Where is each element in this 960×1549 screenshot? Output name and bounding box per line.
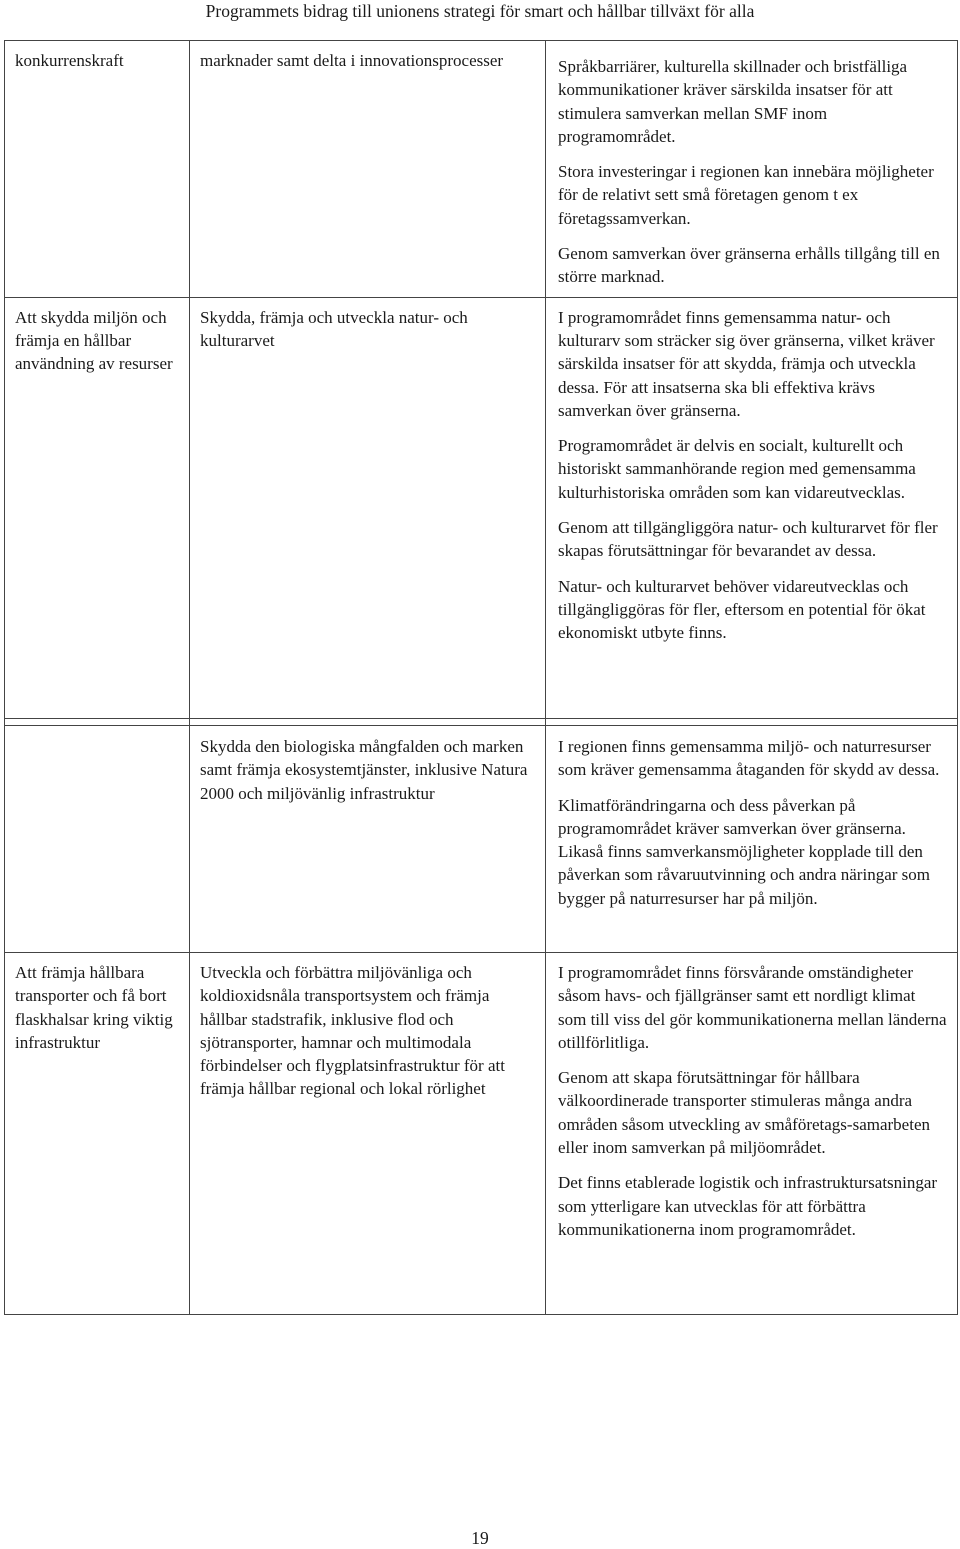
thematic-objective-text: Att skydda miljön och främja en hållbar användning av resurser [15,307,173,374]
investment-priority-cell [190,953,546,1315]
justification-paragraph: Språkbarriärer, kulturella skillnader och bristfälliga kommunikationer kräver särskilda insatser för att stimulera samverkan mellan SMF inom programområdet. [558,57,908,146]
table-row [5,953,958,1315]
investment-priority-text: Utveckla och förbättra miljövänliga och koldioxidsnåla transportsystem och främja hållbar stadstrafik, inklusive flod och sjötransporter, hamnar och multimodala förbindelser och flygplatsinfrastruktur för att främja hållbar regional och lokal rörlighet [200,963,505,1099]
table-row [5,719,958,953]
justification-paragraph: Klimatförändringarna och dess påverkan på programområdet kräver samverkan över gränserna. Likaså finns samverkansmöjligheter kopplade till den påverkan som råvaruutvinning och andra näringar som bygger på naturresurser har på miljön. [558,795,930,908]
investment-priority-text: marknader samt delta i innovationsprocesser [200,51,504,70]
justification-paragraph: Programområdet är delvis en socialt, kulturellt och historiskt sammanhörande region med gemensamma kulturhistoriska områden som kan vidareutvecklas. [558,436,916,502]
justification-paragraph: I programområdet finns gemensamma natur- och kulturarv som sträcker sig över gränserna, vilket kräver särskilda insatser för att skydda, främja och utveckla dessa. För att insatserna ska bli effektiva krävs samverkan över gränserna. [558,307,935,420]
justification-cell [546,41,958,298]
programme-table-part-1 [4,40,958,726]
justification-cell [546,719,958,953]
justification-paragraph: Natur- och kulturarvet behöver vidareutvecklas och tillgängliggöras för fler, eftersom en potential för ökat ekonomiskt utbyte finns. [558,576,926,643]
investment-priority-cell [190,41,546,298]
justification-paragraph: Stora investeringar i regionen kan innebära möjligheter för de relativt sett små företagen genom t ex företagssamverkan. [558,162,934,228]
justification-paragraph: Genom att tillgängliggöra natur- och kulturarvet för fler skapas förutsättningar för bevarandet av dessa. [558,518,938,561]
page-header [0,0,960,24]
page-header-title: Programmets bidrag till unionens strategi för smart och hållbar tillväxt för alla [205,1,755,21]
thematic-objective-cell [5,953,190,1315]
page-number-text: 19 [471,1528,489,1548]
investment-priority-text: Skydda, främja och utveckla natur- och kulturarvet [200,307,468,350]
thematic-objective-cell [5,41,190,298]
investment-priority-cell [190,297,546,725]
page-number [0,1528,960,1549]
justification-paragraph: Genom att skapa förutsättningar för hållbara välkoordinerade transporter stimuleras många andra områden såsom utveckling av småföretags-samarbeten eller inom samverkan på miljöområdet. [558,1068,930,1158]
thematic-objective-cell [5,719,190,953]
investment-priority-cell [190,719,546,953]
justification-cell [546,953,958,1315]
justification-paragraph: Genom samverkan över gränserna erhålls tillgång till en större marknad. [558,244,940,287]
table-row [5,297,958,725]
justification-paragraph: I programområdet finns försvårande omständigheter såsom havs- och fjällgränser samt ett nordligt klimat som till viss del gör kommunikationerna mellan länderna otillförlitliga. [558,963,947,1052]
justification-paragraph: Det finns etablerade logistik och infrastruktursatsningar som ytterligare kan utvecklas för att förbättra kommunikationerna inom programområdet. [558,1173,938,1239]
investment-priority-text: Skydda den biologiska mångfalden och marken samt främja ekosystemtjänster, inklusive Natura 2000 och miljövänlig infrastruktur [200,737,528,803]
thematic-objective-cell [5,297,190,725]
thematic-objective-text: konkurrenskraft [15,51,124,70]
table-row [5,41,958,298]
justification-paragraph: I regionen finns gemensamma miljö- och naturresurser som kräver gemensamma åtaganden för skydd av dessa. [558,737,940,780]
thematic-objective-text: Att främja hållbara transporter och få bort flaskhalsar kring viktig infrastruktur [15,963,173,1052]
programme-table-part-2 [4,718,958,1315]
justification-cell [546,297,958,725]
